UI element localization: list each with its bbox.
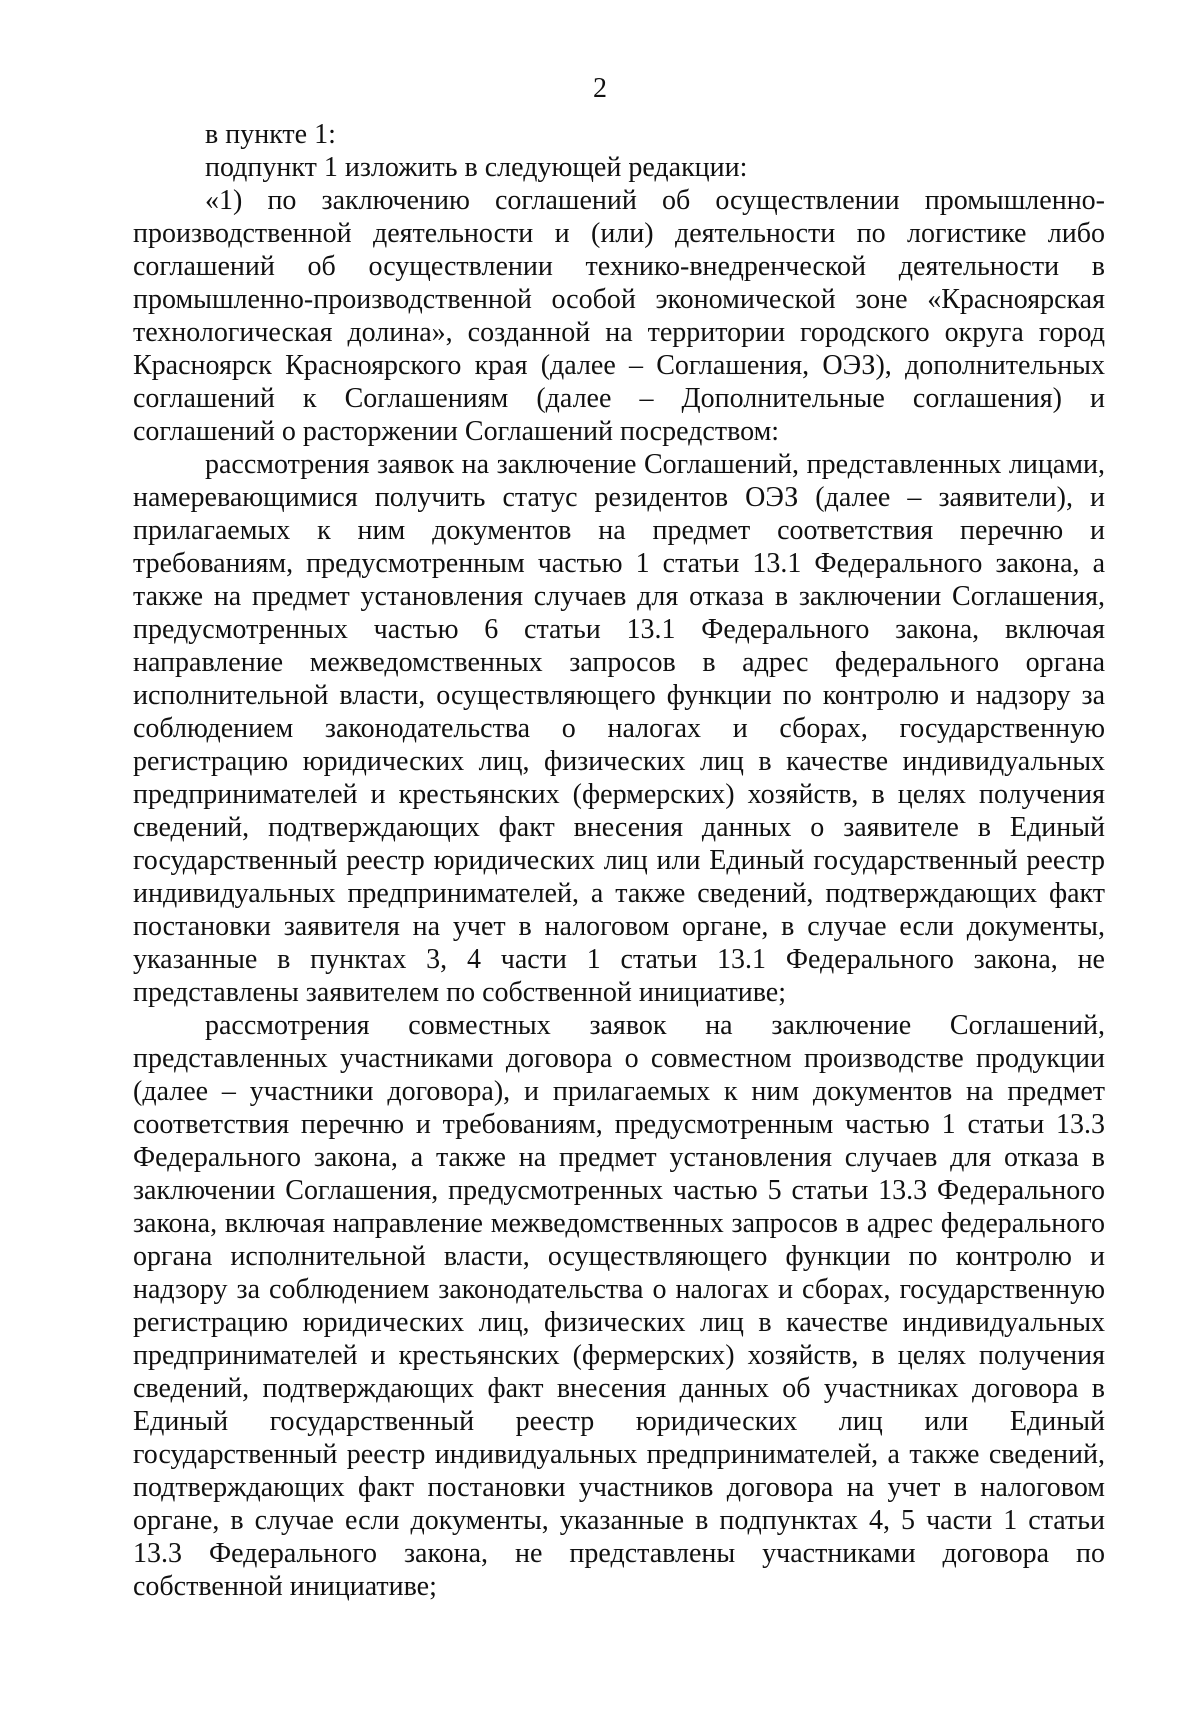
paragraph-subpoint-1: «1) по заключению соглашений об осуществлении промышленно-производственной деятельности и (или) деятельности по логистике либо соглашений об осуществлении технико-внедренческой деятельности в промышленно-производственной особой экономической зоне «Красноярская технологическая долина», созданной на территории городского округа город Красноярск Красноярского края (далее – Соглашения, ОЭЗ), дополнительных соглашений к Соглашениям (далее – Дополнительные соглашения) и соглашений о расторжении Соглашений посредством:: [133, 185, 1105, 447]
paragraph-applications-review: рассмотрения заявок на заключение Соглашений, представленных лицами, намеревающимися получить статус резидентов ОЭЗ (далее – заявители), и прилагаемых к ним документов на предмет соответствия перечню и требованиям, предусмотренным частью 1 статьи 13.1 Федерального закона, а также на предмет установления случаев для отказа в заключении Соглашения, предусмотренных частью 6 статьи 13.1 Федерального закона, включая направление межведомственных запросов в адрес федерального органа исполнительной власти, осуществляющего функции по контролю и надзору за соблюдением законодательства о налогах и сборах, государственную регистрацию юридических лиц, физических лиц в качестве индивидуальных предпринимателей и крестьянских (фермерских) хозяйств, в целях получения сведений, подтверждающих факт внесения данных о заявителе в Единый государственный реестр юридических лиц или Единый государственный реестр индивидуальных предпринимателей, а также сведений, подтверждающих факт постановки заявителя на учет в налоговом органе, в случае если документы, указанные в пунктах 3, 4 части 1 статьи 13.1 Федерального закона, не представлены заявителем по собственной инициативе;: [133, 449, 1105, 1008]
document-body: [133, 118, 1105, 1603]
paragraph-subpoint-instruction: подпункт 1 изложить в следующей редакции:: [205, 152, 748, 183]
page-number: 2: [593, 73, 607, 104]
paragraph-joint-applications-review: рассмотрения совместных заявок на заключение Соглашений, представленных участниками договора о совместном производстве продукции (далее – участники договора), и прилагаемых к ним документов на предмет соответствия перечню и требованиям, предусмотренным частью 1 статьи 13.3 Федерального закона, а также на предмет установления случаев для отказа в заключении Соглашения, предусмотренных частью 5 статьи 13.3 Федерального закона, включая направление межведомственных запросов в адрес федерального органа исполнительной власти, осуществляющего функции по контролю и надзору за соблюдением законодательства о налогах и сборах, государственную регистрацию юридических лиц, физических лиц в качестве индивидуальных предпринимателей и крестьянских (фермерских) хозяйств, в целях получения сведений, подтверждающих факт внесения данных об участниках договора в Единый государственный реестр юридических лиц или Единый государственный реестр индивидуальных предпринимателей, а также сведений, подтверждающих факт постановки участников договора на учет в налоговом органе, в случае если документы, указанные в подпунктах 4, 5 части 1 статьи 13.3 Федерального закона, не представлены участниками договора по собственной инициативе;: [133, 1010, 1105, 1602]
paragraph-intro: в пункте 1:: [205, 119, 336, 150]
